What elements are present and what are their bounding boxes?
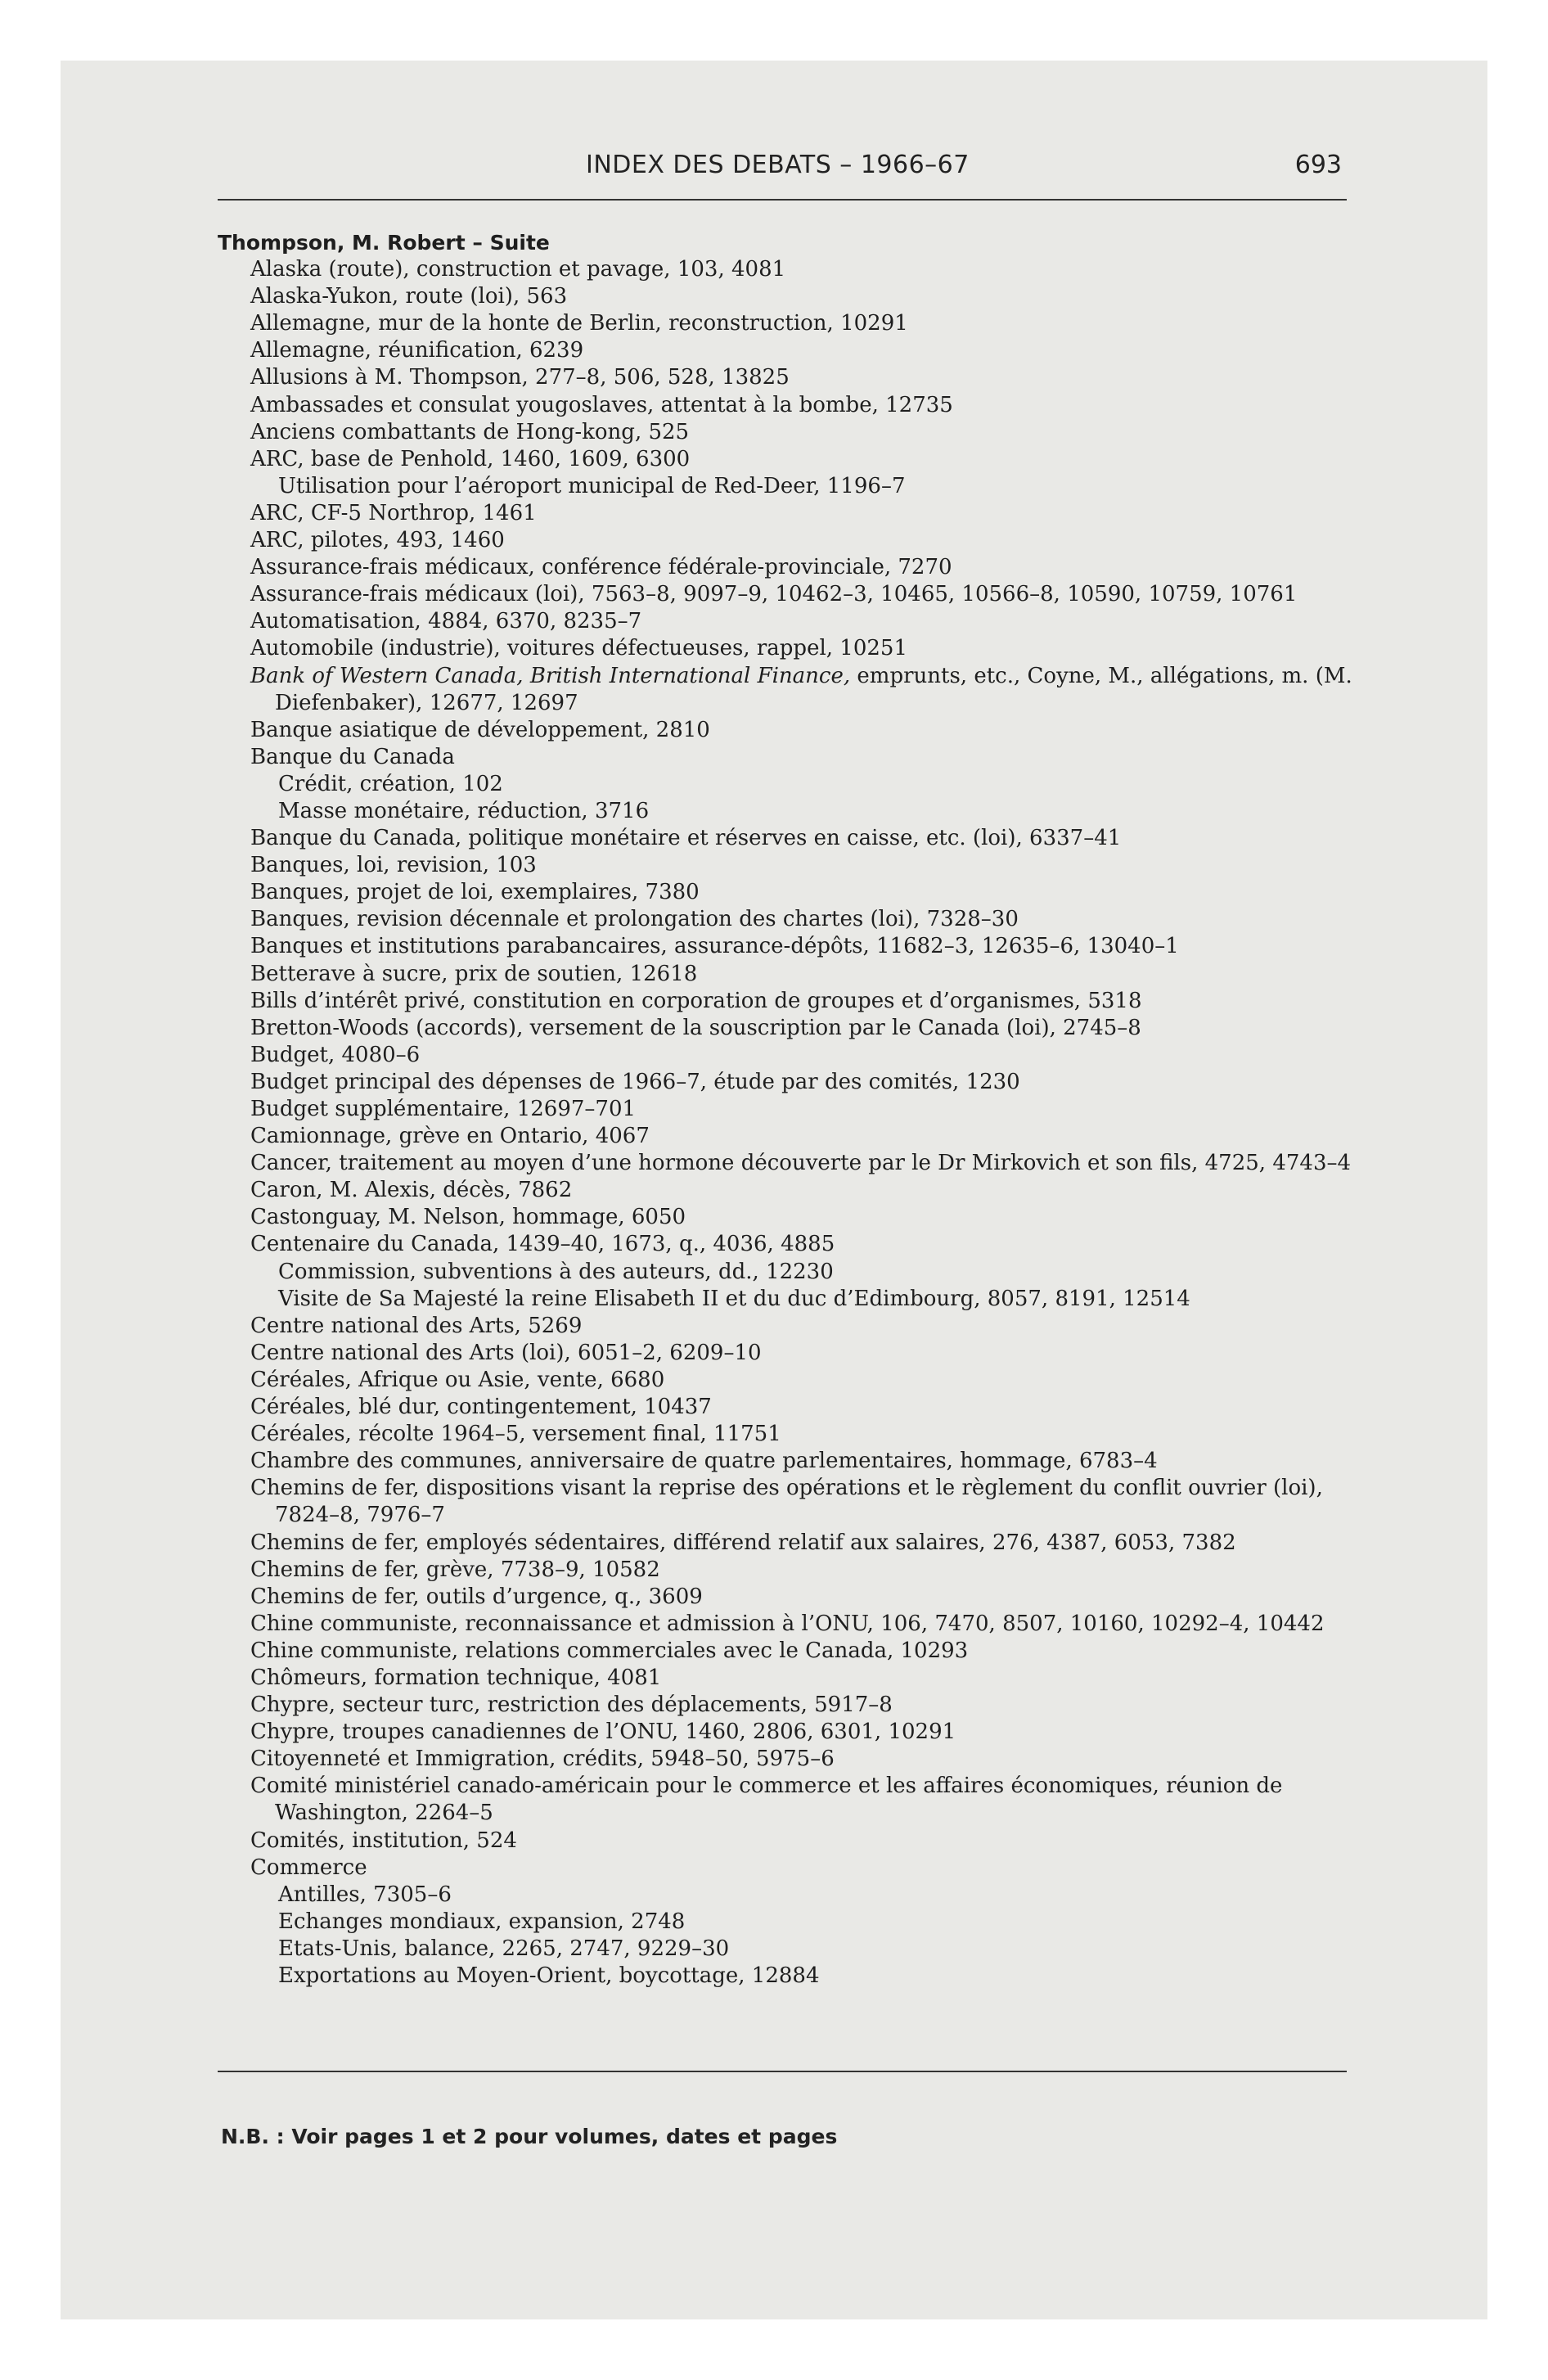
page-number: 693 [1294,151,1342,179]
index-subentry [218,1882,1363,1909]
entry-text: Etats-Unis, balance, 2265, 2747, 9229–30 [278,1936,730,1961]
index-entry [218,1611,1363,1638]
index-entries [218,256,1363,1990]
entry-text: Utilisation pour l’aéroport municipal de Red-Deer, 1196–7 [278,473,906,498]
footer-rule [218,2071,1347,2072]
entry-text: Céréales, Afrique ou Asie, vente, 6680 [250,1367,665,1392]
entry-text: Banques, revision décennale et prolongation des chartes (loi), 7328–30 [250,907,1019,932]
index-entry [218,581,1363,608]
entry-text: Citoyenneté et Immigration, crédits, 5948–50, 5975–6 [250,1747,835,1772]
index-entry [218,446,1363,473]
index-entry [218,337,1363,364]
index-entry [218,906,1363,933]
index-entry [218,717,1363,744]
index-entry [218,364,1363,391]
index-entry [218,419,1363,446]
entry-text: Masse monétaire, réduction, 3716 [278,798,650,823]
entry-text: Chemins de fer, employés sédentaires, différend relatif aux salaires, 276, 4387, 6053, 7382 [250,1530,1236,1555]
entry-text: Alaska-Yukon, route (loi), 563 [250,284,568,309]
entry-text: ARC, pilotes, 493, 1460 [250,528,505,553]
entry-text: Antilles, 7305–6 [278,1882,452,1907]
index-entry [218,1313,1363,1340]
entry-text: Centenaire du Canada, 1439–40, 1673, q., 4036, 4885 [250,1232,835,1257]
entry-text: Centre national des Arts (loi), 6051–2, 6209–10 [250,1340,762,1365]
entry-text: Céréales, récolte 1964–5, versement final, 11751 [250,1422,781,1447]
footnote: N.B. : Voir pages 1 et 2 pour volumes, dates et pages [221,2125,838,2148]
index-entry [218,1584,1363,1611]
index-body [218,229,1363,1990]
entry-text: Chine communiste, reconnaissance et admission à l’ONU, 106, 7470, 8507, 10160, 10292–4, 10442 [250,1611,1325,1636]
index-entry [218,1448,1363,1475]
index-entry [218,879,1363,906]
index-entry [218,635,1363,662]
index-entry [218,554,1363,581]
entry-text: Centre national des Arts, 5269 [250,1313,583,1338]
entry-text: Budget principal des dépenses de 1966–7, étude par des comités, 1230 [250,1069,1020,1094]
entry-text: ARC, CF-5 Northrop, 1461 [250,500,537,525]
entry-text: Comité ministériel canado-américain pour le commerce et les affaires économiques, réunion de Washington, 2264–5 [250,1774,1283,1826]
index-entry [218,1340,1363,1367]
running-title: INDEX DES DEBATS – 1966–67 [586,151,970,179]
entry-text: Caron, M. Alexis, décès, 7862 [250,1178,573,1203]
entry-text: Visite de Sa Majesté la reine Elisabeth II et du duc d’Edimbourg, 8057, 8191, 12514 [278,1286,1190,1311]
index-subentry [218,1963,1363,1990]
header-rule [218,199,1347,201]
entry-text: Commission, subventions à des auteurs, dd., 12230 [278,1259,834,1284]
index-subentry [218,1259,1363,1286]
index-entry [218,961,1363,988]
entry-text: Banque asiatique de développement, 2810 [250,717,710,742]
index-entry [218,1855,1363,1882]
entry-text: Chemins de fer, dispositions visant la reprise des opérations et le règlement du conflit ouvrier (loi), 7824–8, 7976–7 [250,1476,1323,1528]
index-entry [218,1719,1363,1746]
entry-italic-title: Bank of Western Canada, British International Finance, [250,663,851,688]
entry-text: Chypre, secteur turc, restriction des déplacements, 5917–8 [250,1693,893,1718]
entry-text: Comités, institution, 524 [250,1828,517,1853]
index-entry [218,1665,1363,1692]
entry-text: Céréales, blé dur, contingentement, 10437 [250,1395,712,1420]
entry-text: Anciens combattants de Hong-kong, 525 [250,419,690,444]
entry-text: Banques et institutions parabancaires, assurance-dépôts, 11682–3, 12635–6, 13040–1 [250,934,1179,959]
index-entry [218,852,1363,879]
entry-text: Automatisation, 4884, 6370, 8235–7 [250,609,642,634]
entry-text: Bills d’intérêt privé, constitution en corporation de groupes et d’organismes, 5318 [250,988,1142,1013]
entry-text: Castonguay, M. Nelson, hommage, 6050 [250,1205,686,1230]
index-entry [218,1394,1363,1421]
index-entry [218,283,1363,310]
index-entry [218,988,1363,1015]
entry-text: Assurance-frais médicaux (loi), 7563–8, 9097–9, 10462–3, 10465, 10566–8, 10590, 10759, 10761 [250,582,1298,607]
entry-text: Echanges mondiaux, expansion, 2748 [278,1909,686,1934]
index-entry [218,1746,1363,1773]
entry-text: Camionnage, grève en Ontario, 4067 [250,1124,650,1149]
entry-text: Crédit, création, 102 [278,771,503,796]
index-heading: Thompson, M. Robert – Suite [218,231,550,255]
entry-text: Banques, loi, revision, 103 [250,853,537,878]
index-subentry [218,1909,1363,1936]
entry-text: emprunts, etc., Coyne, M., allégations, m. (M. Diefenbaker), 12677, 12697 [275,663,1352,715]
index-entry [218,527,1363,554]
index-entry [218,1557,1363,1584]
page-header [218,151,1347,196]
entry-text: Allemagne, mur de la honte de Berlin, reconstruction, 10291 [250,311,908,336]
entry-text: ARC, base de Penhold, 1460, 1609, 6300 [250,446,691,471]
entry-text: Exportations au Moyen-Orient, boycottage, 12884 [278,1963,820,1988]
index-entry [218,256,1363,283]
entry-text: Chypre, troupes canadiennes de l’ONU, 1460, 2806, 6301, 10291 [250,1720,956,1745]
entry-text: Budget supplémentaire, 12697–701 [250,1097,637,1121]
index-entry [218,663,1363,717]
index-entry [218,744,1363,771]
index-entry [218,1692,1363,1719]
index-entry [218,500,1363,527]
entry-text: Bretton-Woods (accords), versement de la souscription par le Canada (loi), 2745–8 [250,1015,1141,1040]
entry-text: Allemagne, réunification, 6239 [250,338,584,363]
index-subentry [218,473,1363,500]
entry-text: Banque du Canada, politique monétaire et réserves en caisse, etc. (loi), 6337–41 [250,826,1122,851]
index-entry [218,1069,1363,1096]
index-entry [218,1828,1363,1855]
entry-text: Banque du Canada [250,744,455,769]
entry-text: Commerce [250,1855,367,1880]
entry-text: Assurance-frais médicaux, conférence fédérale-provinciale, 7270 [250,555,952,580]
index-entry [218,310,1363,337]
index-entry [218,1367,1363,1394]
index-subentry [218,1286,1363,1313]
index-entry [218,1475,1363,1529]
entry-text: Automobile (industrie), voitures défectueuses, rappel, 10251 [250,636,908,661]
index-entry [218,1042,1363,1069]
index-entry [218,392,1363,419]
index-entry [218,1177,1363,1204]
entry-text: Banques, projet de loi, exemplaires, 7380 [250,880,700,905]
index-subentry [218,798,1363,825]
entry-text: Ambassades et consulat yougoslaves, attentat à la bombe, 12735 [250,392,953,417]
entry-text: Allusions à M. Thompson, 277–8, 506, 528, 13825 [250,365,790,390]
index-entry [218,1421,1363,1448]
entry-text: Chemins de fer, grève, 7738–9, 10582 [250,1557,660,1582]
entry-text: Chemins de fer, outils d’urgence, q., 3609 [250,1584,703,1609]
index-entry [218,1530,1363,1557]
index-entry [218,1773,1363,1827]
entry-text: Chine communiste, relations commerciales avec le Canada, 10293 [250,1638,969,1663]
index-entry [218,1204,1363,1231]
entry-text: Cancer, traitement au moyen d’une hormone découverte par le Dr Mirkovich et son fils, 4725, 4743–4 [250,1151,1352,1176]
index-entry [218,1638,1363,1665]
index-entry [218,1231,1363,1258]
index-entry [218,608,1363,635]
index-subentry [218,1936,1363,1963]
index-entry [218,825,1363,852]
index-entry [218,933,1363,960]
index-subentry [218,771,1363,798]
entry-text: Betterave à sucre, prix de soutien, 12618 [250,961,698,986]
index-entry [218,1150,1363,1177]
index-entry [218,1015,1363,1042]
entry-text: Alaska (route), construction et pavage, 103, 4081 [250,257,786,282]
entry-text: Chômeurs, formation technique, 4081 [250,1665,662,1690]
entry-text: Chambre des communes, anniversaire de quatre parlementaires, hommage, 6783–4 [250,1449,1158,1474]
index-entry [218,1096,1363,1123]
entry-text: Budget, 4080–6 [250,1042,421,1067]
index-entry [218,1123,1363,1150]
